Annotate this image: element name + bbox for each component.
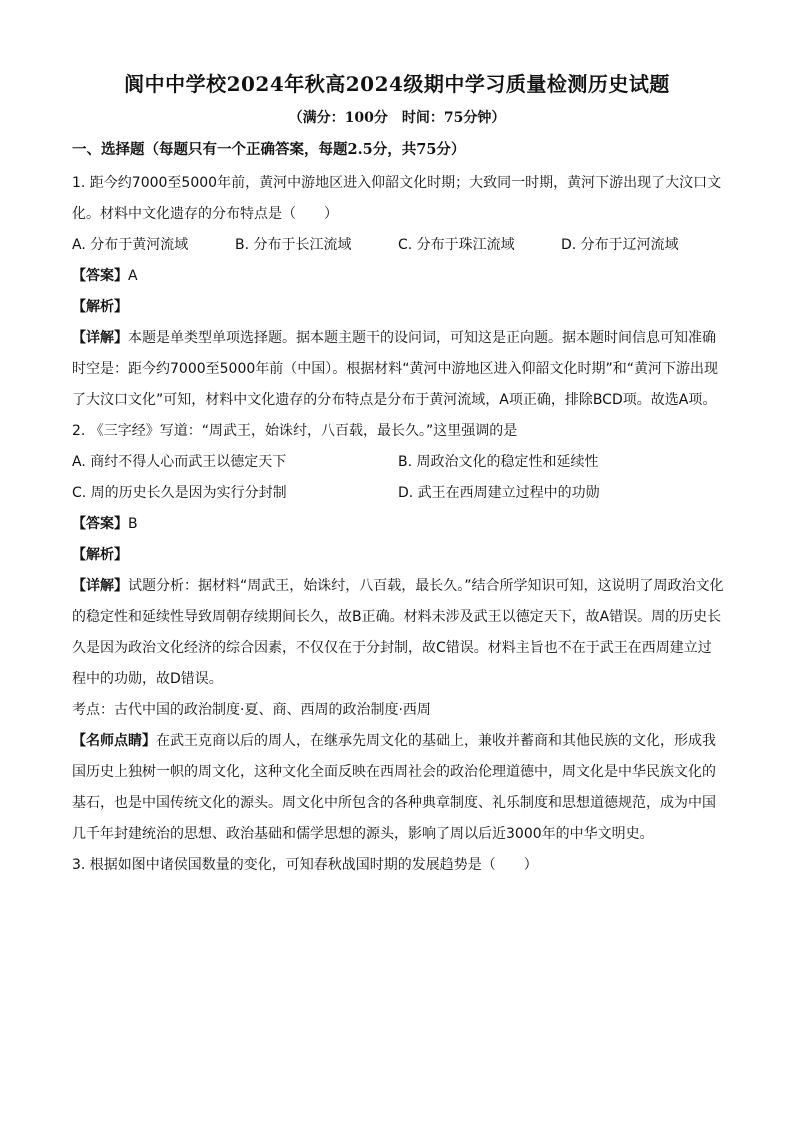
q1-option-a: A. 分布于黄河流域 (72, 237, 189, 253)
q1-answer-value: A (128, 268, 138, 284)
q2-kaodian: 考点：古代中国的政治制度·夏、商、西周的政治制度·西周 (72, 702, 431, 718)
q2-answer-label: 【答案】 (72, 516, 128, 532)
q1-analysis-label: 【解析】 (72, 299, 128, 315)
q2-option-d: D. 武王在西周建立过程中的功勋 (398, 485, 600, 501)
q1-detail-label: 【详解】 (72, 330, 128, 346)
question-2-stem: 2. 《三字经》写道：“周武王，始诛纣，八百载，最长久。”这里强调的是 (72, 423, 518, 439)
q2-mingshi (72, 726, 724, 850)
q1-option-c: C. 分布于珠江流域 (398, 237, 515, 253)
q2-option-a: A. 商纣不得人心而武王以德定天下 (72, 454, 287, 470)
q2-detail-text: 试题分析：据材料“周武王，始诛纣，八百载，最长久。”结合所学知识可知，这说明了周政治文化的稳定性和延续性导致周朝存续期间长久，故B正确。材料未涉及武王以德定天下，故A错误。周的历史长久是因为政治文化经济的综合因素，不仅仅在于分封制，故C错误。材料主旨也不在于武王在西周建立过程中的功勋，故D错误。 (72, 578, 724, 687)
q2-option-c: C. 周的历史长久是因为实行分封制 (72, 485, 287, 501)
question-2-options-row2 (72, 478, 724, 509)
q2-detail (72, 571, 724, 695)
q1-option-b: B. 分布于长江流域 (235, 237, 352, 253)
q2-mingshi-label: 【名师点睛】 (72, 733, 156, 749)
q2-analysis-label: 【解析】 (72, 547, 128, 563)
question-1-stem: 1. 距今约7000至5000年前，黄河中游地区进入仰韶文化时期；大致同一时期，黄河下游出现了大汶口文化。材料中文化遗存的分布特点是（ ） (72, 175, 722, 222)
q1-answer (72, 261, 724, 292)
q1-option-d: D. 分布于辽河流域 (561, 237, 679, 253)
q1-detail (72, 323, 724, 416)
section-heading: 一、选择题（每题只有一个正确答案，每题2.5分，共75分） (72, 141, 466, 158)
q2-option-b: B. 周政治文化的稳定性和延续性 (398, 454, 599, 470)
questions (72, 168, 724, 881)
q2-detail-label: 【详解】 (72, 578, 128, 594)
exam-info: （满分：100分 时间：75分钟） (288, 110, 506, 126)
question-1-options (72, 230, 724, 261)
q2-answer-value: B (128, 516, 138, 532)
q1-answer-label: 【答案】 (72, 268, 128, 284)
q2-mingshi-text: 在武王克商以后的周人，在继承先周文化的基础上，兼收并蓄商和其他民族的文化，形成我国历史上独树一帜的周文化，这种文化全面反映在西周社会的政治伦理道德中，周文化是中华民族文化的基石，也是中国传统文化的源头。周文化中所包含的各种典章制度、礼乐制度和思想道德规范，成为中国几千年封建统治的思想、政治基础和儒学思想的源头，影响了周以后近3000年的中华文明史。 (72, 733, 716, 842)
question-2-options-row1 (72, 447, 724, 478)
page-title: 阆中中学校2024年秋高2024级期中学习质量检测历史试题 (124, 72, 670, 96)
question-3-stem: 3. 根据如图中诸侯国数量的变化，可知春秋战国时期的发展趋势是（ ） (72, 857, 538, 873)
q1-detail-text: 本题是单类型单项选择题。据本题主题干的设问词，可知这是正向题。据本题时间信息可知准确时空是：距今约7000至5000年前（中国）。根据材料“黄河中游地区进入仰韶文化时期”和“黄河下游出现了大汶口文化”可知，材料中文化遗存的分布特点是分布于黄河流域，A项正确，排除BCD项。故选A项。 (72, 330, 719, 408)
q2-answer (72, 509, 724, 540)
